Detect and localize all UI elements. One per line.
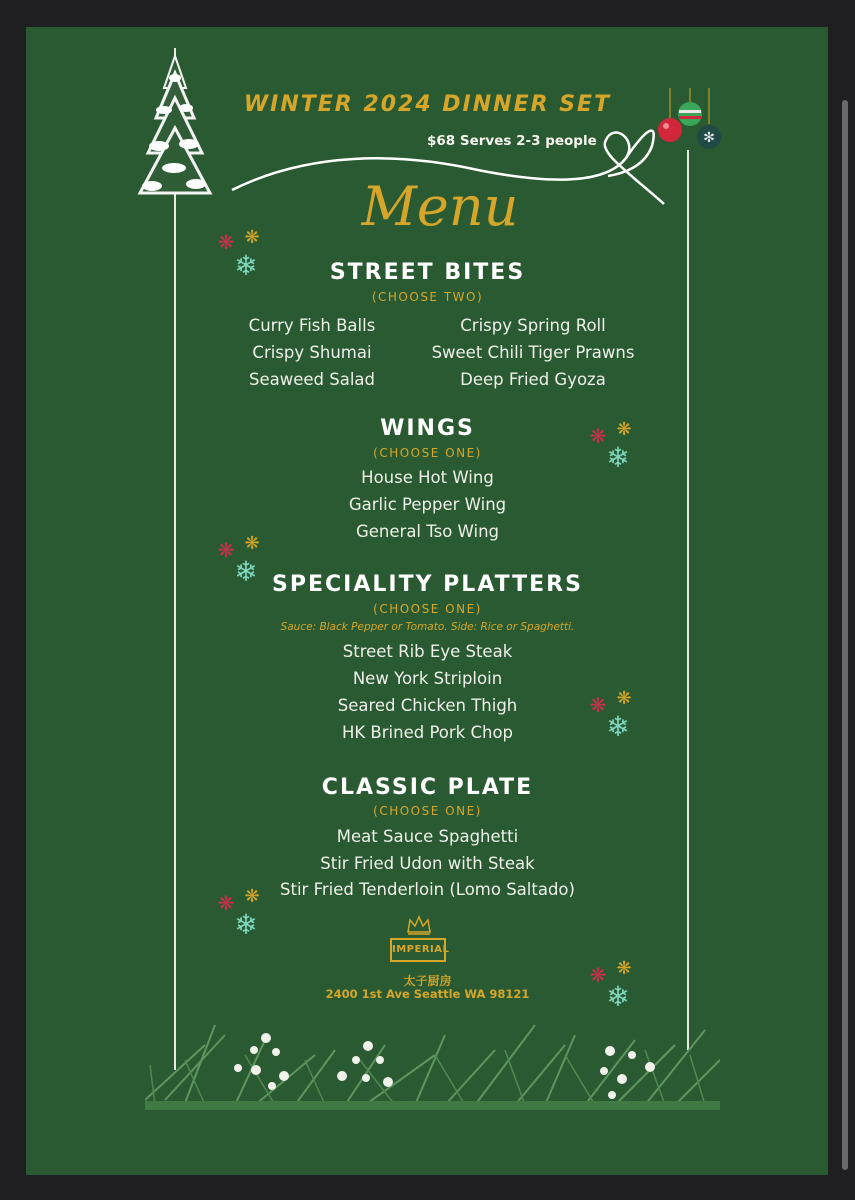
- svg-text:❋: ❋: [616, 419, 632, 440]
- svg-text:❄: ❄: [234, 908, 258, 940]
- menu-item: Deep Fried Gyoza: [460, 370, 606, 389]
- berry-icon: [592, 1043, 662, 1113]
- menu-item: Seaweed Salad: [248, 370, 375, 389]
- frame-line-right: [687, 150, 689, 1050]
- svg-text:❋: ❋: [217, 891, 235, 915]
- menu-item: New York Striploin: [352, 669, 503, 688]
- svg-text:❄: ❄: [606, 441, 630, 473]
- svg-text:❋: ❋: [616, 958, 632, 979]
- menu-item: Crispy Spring Roll: [460, 316, 606, 335]
- svg-text:✻: ✻: [703, 130, 715, 146]
- section-subtitle: (CHOOSE TWO): [371, 290, 484, 304]
- svg-text:❋: ❋: [244, 227, 260, 248]
- page-title: WINTER 2024 DINNER SET: [243, 92, 612, 117]
- berry-icon: [332, 1038, 402, 1108]
- menu-item: Crispy Shumai: [252, 343, 372, 362]
- svg-text:❋: ❋: [217, 538, 235, 562]
- restaurant-address: 2400 1st Ave Seattle WA 98121: [325, 987, 530, 1001]
- menu-heading: Menu: [361, 175, 519, 238]
- svg-text:❄: ❄: [606, 980, 630, 1012]
- crown-icon: [406, 914, 432, 936]
- section-note: Sauce: Black Pepper or Tomato. Side: Rice or Spaghetti.: [280, 621, 575, 633]
- section-title-speciality-platters: SPECIALITY PLATTERS: [272, 572, 583, 597]
- section-title-wings: WINGS: [380, 416, 475, 441]
- svg-text:❋: ❋: [217, 230, 235, 254]
- price-label: $68 Serves 2-3 people: [427, 133, 597, 149]
- section-title-classic-plate: CLASSIC PLATE: [321, 775, 534, 800]
- svg-text:❋: ❋: [589, 963, 607, 987]
- section-subtitle: (CHOOSE ONE): [373, 804, 482, 818]
- menu-item: Seared Chicken Thigh: [337, 696, 518, 715]
- svg-text:❋: ❋: [589, 424, 607, 448]
- svg-text:❄: ❄: [606, 710, 630, 742]
- menu-item: Stir Fried Udon with Steak: [320, 854, 535, 873]
- menu-item: Street Rib Eye Steak: [342, 642, 513, 661]
- berry-icon: [226, 1030, 296, 1100]
- menu-item: Garlic Pepper Wing: [348, 495, 507, 514]
- restaurant-logo: IMPERIAL: [390, 938, 446, 962]
- restaurant-chinese-name: 太子厨房: [403, 974, 452, 988]
- svg-text:❋: ❋: [589, 693, 607, 717]
- section-subtitle: (CHOOSE ONE): [373, 446, 482, 460]
- menu-item: House Hot Wing: [361, 468, 494, 487]
- svg-text:❋: ❋: [244, 886, 260, 907]
- section-title-street-bites: STREET BITES: [329, 260, 526, 285]
- menu-item: General Tso Wing: [355, 522, 500, 541]
- menu-item: Sweet Chili Tiger Prawns: [431, 343, 635, 362]
- christmas-tree-icon: [134, 48, 216, 200]
- menu-item: Stir Fried Tenderloin (Lomo Saltado): [280, 880, 575, 899]
- svg-text:❄: ❄: [234, 249, 258, 281]
- menu-item: Meat Sauce Spaghetti: [336, 827, 519, 846]
- menu-item: HK Brined Pork Chop: [341, 723, 514, 742]
- svg-text:❄: ❄: [234, 555, 258, 587]
- svg-text:❋: ❋: [244, 533, 260, 554]
- section-subtitle: (CHOOSE ONE): [373, 602, 482, 616]
- menu-item: Curry Fish Balls: [248, 316, 376, 335]
- svg-text:❋: ❋: [616, 688, 632, 709]
